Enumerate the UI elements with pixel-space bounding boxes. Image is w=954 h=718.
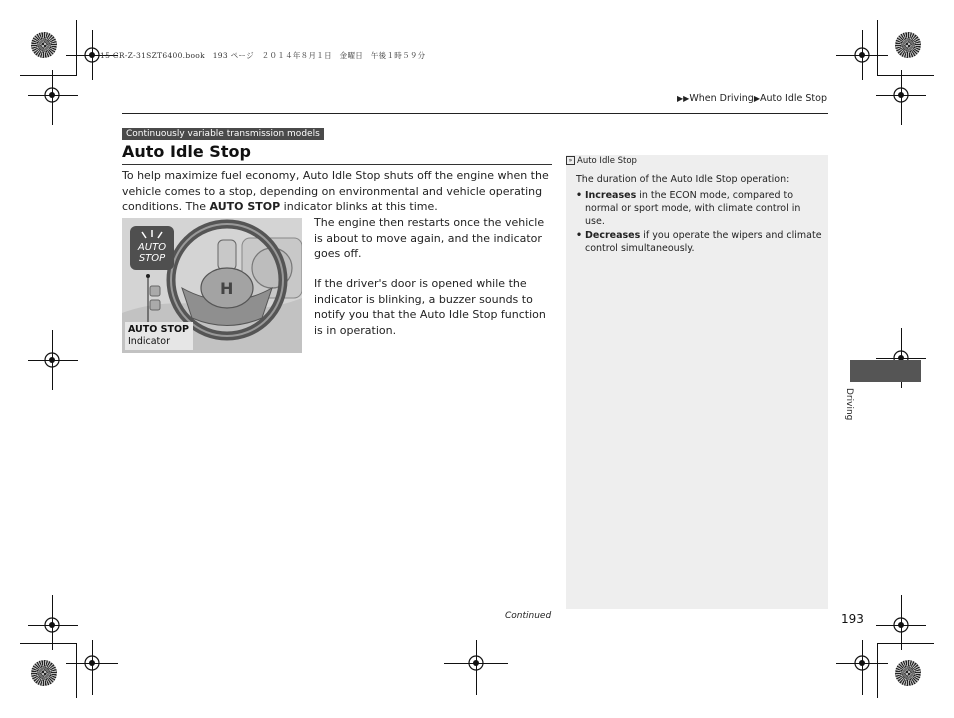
title-rule <box>122 164 552 165</box>
dashboard-figure <box>122 218 302 353</box>
registration-mark-icon <box>890 614 912 636</box>
registration-mark-icon <box>851 652 873 674</box>
color-rosette-icon <box>31 32 57 58</box>
color-rosette-icon <box>31 660 57 686</box>
list-item: • Increases in the ECON mode, compared to normal or sport mode, with climate control in use. <box>576 189 822 228</box>
caption-text: Indicator <box>128 336 170 347</box>
breadcrumb-marker: ▶▶ <box>677 94 690 103</box>
page-title: Auto Idle Stop <box>122 142 251 161</box>
registration-mark-icon <box>890 84 912 106</box>
intro-text: To help maximize fuel economy, Auto Idle Stop shuts off the engine when the vehicle comes to a stop, depending on environmental and vehicle operating conditions. The <box>122 169 549 213</box>
color-rosette-icon <box>895 32 921 58</box>
note-title-text: Auto Idle Stop <box>577 156 637 166</box>
intro-bold: AUTO STOP <box>209 200 281 213</box>
caption-bold: AUTO STOP <box>128 324 189 335</box>
registration-mark-icon <box>41 84 63 106</box>
list-item: • Decreases if you operate the wipers and climate control simultaneously. <box>576 229 822 255</box>
chapter-tab[interactable] <box>850 360 921 382</box>
page-number: 193 <box>841 612 864 626</box>
header-rule <box>122 113 828 114</box>
color-rosette-icon <box>895 660 921 686</box>
note-body <box>576 173 822 256</box>
breadcrumb-page: Auto Idle Stop <box>759 93 827 104</box>
print-file-info: 15 CR-Z-31SZT6400.book 193 ページ ２０１４年８月１日 金曜日 午後１時５９分 <box>100 51 426 60</box>
continued-label: Continued <box>505 611 552 621</box>
breadcrumb-separator: ▶ <box>753 94 760 103</box>
registration-mark-icon <box>851 44 873 66</box>
buzzer-paragraph: If the driver's door is opened while the indicator is blinking, a buzzer sounds to notify you that the Auto Idle Stop function is in operation. <box>314 277 546 337</box>
indicator-label-bottom: STOP <box>138 253 166 264</box>
svg-text:H: H <box>220 279 234 298</box>
model-tag: Continuously variable transmission models <box>122 128 324 140</box>
registration-mark-icon <box>81 652 103 674</box>
registration-mark-icon <box>465 652 487 674</box>
note-list <box>576 189 822 255</box>
intro-text-end: indicator blinks at this time. <box>280 200 438 213</box>
registration-mark-icon <box>41 614 63 636</box>
figure-caption <box>125 322 193 350</box>
intro-paragraph <box>122 168 552 215</box>
registration-mark-icon <box>41 349 63 371</box>
chapter-label: Driving <box>844 388 854 421</box>
restart-paragraph: The engine then restarts once the vehicle is about to move again, and the indicator goes off. <box>314 216 545 260</box>
note-marker-icon: » <box>566 156 575 165</box>
auto-stop-indicator-icon <box>130 226 174 270</box>
breadcrumb-section[interactable]: When Driving <box>689 93 754 104</box>
breadcrumb <box>677 93 827 104</box>
indicator-label-top: AUTO <box>137 242 167 253</box>
note-intro: The duration of the Auto Idle Stop operation: <box>576 174 790 185</box>
note-title <box>566 156 637 166</box>
